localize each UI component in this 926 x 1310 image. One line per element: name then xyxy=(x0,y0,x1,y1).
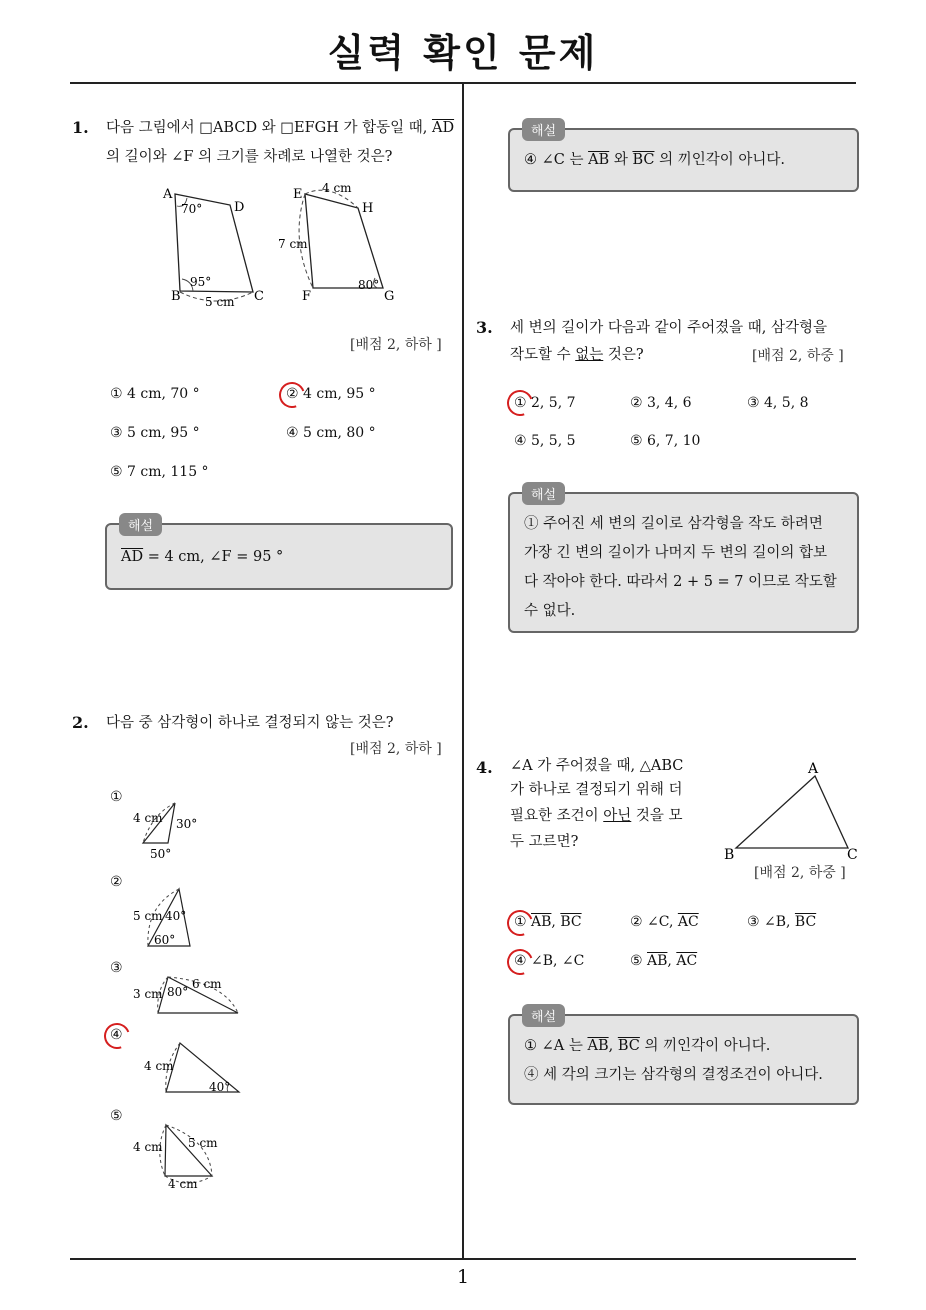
q2-opt2-angle-top: 40° xyxy=(165,909,187,923)
q4-meta: [배점 2, 하중 ] xyxy=(754,865,846,881)
q2-option-2-figure xyxy=(128,884,218,954)
q2-solution-text: ④ ∠C 는 $\overline{AB}$ 와 $\overline{BC}$ 의 끼인각이 아니다. xyxy=(524,152,785,168)
q1-figure xyxy=(150,178,410,313)
q3-solution-line1: ① 주어진 세 변의 길이로 삼각형을 작도 하려면 xyxy=(524,516,823,532)
q1-solution-tag: 해설 xyxy=(119,513,162,536)
q2-option-4-marker[interactable]: ④ xyxy=(110,1027,123,1043)
label-e: E xyxy=(293,187,303,202)
q1-option-2[interactable]: ② 4 cm, 95 ° xyxy=(286,386,376,402)
q3-text-line2: 작도할 수 없는 것은? xyxy=(510,347,644,363)
q4-triangle-figure xyxy=(720,758,865,868)
page-title: 실력 확인 문제 xyxy=(327,31,599,75)
q3-text-line1: 세 변의 길이가 다음과 같이 주어졌을 때, 삼각형을 xyxy=(510,320,828,336)
q2-option-3-figure xyxy=(128,970,248,1020)
label-angle-a: 70° xyxy=(181,202,203,216)
label-a: A xyxy=(808,761,819,777)
q1-meta: [배점 2, 하하 ] xyxy=(350,337,442,353)
q4-solution-box xyxy=(508,1010,859,1105)
q3-option-1[interactable]: ① 2, 5, 7 xyxy=(514,395,576,411)
q4-option-3[interactable]: ③ ∠B, $\overline{BC}$ xyxy=(747,914,817,930)
q1-text-line2: 의 길이와 ∠F 의 크기를 차례로 나열한 것은? xyxy=(106,149,393,165)
answer-mark-circle xyxy=(275,378,310,413)
label-b: B xyxy=(724,847,735,863)
q2-opt4-angle: 40° xyxy=(209,1080,231,1094)
q3-solution-box xyxy=(508,488,859,633)
label-g: G xyxy=(384,289,395,304)
q2-number: 2. xyxy=(72,713,89,732)
triangle-abc xyxy=(736,776,848,848)
q3-solution-tag: 해설 xyxy=(522,482,565,505)
label-c: C xyxy=(847,847,858,863)
q2-opt5-side-left: 4 cm xyxy=(133,1140,163,1154)
answer-mark-circle xyxy=(503,945,538,980)
q4-option-1[interactable]: ① $\overline{AB}$, $\overline{BC}$ xyxy=(514,914,582,930)
q2-opt1-angle-bottom: 50° xyxy=(150,847,172,861)
label-c: C xyxy=(254,289,264,304)
q2-solution-box xyxy=(508,124,859,192)
answer-mark-circle xyxy=(503,386,538,421)
label-ef: 7 cm xyxy=(278,237,308,251)
q1-option-3[interactable]: ③ 5 cm, 95 ° xyxy=(110,425,200,441)
q2-option-1-marker[interactable]: ① xyxy=(110,789,123,805)
q2-meta: [배점 2, 하하 ] xyxy=(350,741,442,757)
q2-option-1-figure xyxy=(128,798,218,864)
q3-solution-line3: 다 작아야 한다. 따라서 2 + 5 = 7 이므로 작도할 xyxy=(524,574,837,590)
q2-option-2-marker[interactable]: ② xyxy=(110,874,123,890)
q2-option-5-figure xyxy=(128,1116,248,1196)
q2-opt1-side: 4 cm xyxy=(133,811,163,825)
q2-option-5-marker[interactable]: ⑤ xyxy=(110,1108,123,1124)
label-angle-g: 80° xyxy=(358,278,380,292)
q4-option-2[interactable]: ② ∠C, $\overline{AC}$ xyxy=(630,914,699,930)
label-a: A xyxy=(163,187,173,202)
q2-opt4-side: 4 cm xyxy=(144,1059,174,1073)
q1-solution-text: $\overline{AD} = 4$ cm, ∠F = 95 ° xyxy=(121,549,284,565)
q2-opt3-angle: 80° xyxy=(167,985,189,999)
label-angle-b: 95° xyxy=(190,275,212,289)
q2-option-4-figure xyxy=(128,1036,248,1098)
label-eh: 4 cm xyxy=(322,181,352,195)
bottom-rule xyxy=(70,1258,856,1260)
q2-solution-tag: 해설 xyxy=(522,118,565,141)
q3-solution-line4: 수 없다. xyxy=(524,603,576,619)
q1-text-line1: 다음 그림에서 □ABCD 와 □EFGH 가 합동일 때, $\overline{AD}$ xyxy=(106,120,455,136)
q3-meta: [배점 2, 하중 ] xyxy=(752,348,844,364)
q2-opt5-side-bottom: 4 cm xyxy=(168,1177,198,1191)
q4-text-line2: 가 하나로 결정되기 위해 더 xyxy=(510,782,683,798)
q4-text-line1: ∠A 가 주어졌을 때, △ABC xyxy=(510,758,684,774)
q2-opt2-side: 5 cm xyxy=(133,909,163,923)
q4-text-line4: 두 고르면? xyxy=(510,834,579,850)
q4-number: 4. xyxy=(476,758,493,777)
q3-option-5[interactable]: ⑤ 6, 7, 10 xyxy=(630,433,701,449)
label-f: F xyxy=(302,289,312,304)
column-divider xyxy=(462,84,464,1259)
q2-opt5-side-right: 5 cm xyxy=(188,1136,218,1150)
q2-opt3-side-right: 6 cm xyxy=(192,977,222,991)
label-h: H xyxy=(362,201,374,216)
label-b: B xyxy=(171,289,181,304)
q1-option-4[interactable]: ④ 5 cm, 80 ° xyxy=(286,425,376,441)
q2-option-3-marker[interactable]: ③ xyxy=(110,960,123,976)
q4-solution-tag: 해설 xyxy=(522,1004,565,1027)
q3-solution-line2: 가장 긴 변의 길이가 나머지 두 변의 길이의 합보 xyxy=(524,545,828,561)
q4-option-5[interactable]: ⑤ $\overline{AB}$, $\overline{AC}$ xyxy=(630,953,698,969)
answer-mark-circle xyxy=(503,906,538,941)
q1-solution-box xyxy=(105,519,453,590)
q4-text-line3: 필요한 조건이 아닌 것을 모 xyxy=(510,808,683,824)
q3-option-2[interactable]: ② 3, 4, 6 xyxy=(630,395,692,411)
q3-number: 3. xyxy=(476,318,493,337)
q2-opt2-angle-bottom: 60° xyxy=(154,933,176,947)
q4-solution-line2: ④ 세 각의 크기는 삼각형의 결정조건이 아니다. xyxy=(524,1067,823,1083)
label-bc: 5 cm xyxy=(205,295,235,309)
q2-opt1-angle-top: 30° xyxy=(176,817,198,831)
q1-number: 1. xyxy=(72,118,89,137)
q4-solution-line1: ① ∠A 는 $\overline{AB}$, $\overline{BC}$ 의 끼인각이 아니다. xyxy=(524,1038,771,1054)
q2-text: 다음 중 삼각형이 하나로 결정되지 않는 것은? xyxy=(106,715,394,731)
q1-option-1[interactable]: ① 4 cm, 70 ° xyxy=(110,386,200,402)
q3-option-4[interactable]: ④ 5, 5, 5 xyxy=(514,433,576,449)
q3-option-3[interactable]: ③ 4, 5, 8 xyxy=(747,395,809,411)
label-d: D xyxy=(234,200,245,215)
q4-option-4[interactable]: ④ ∠B, ∠C xyxy=(514,953,585,969)
q1-option-5[interactable]: ⑤ 7 cm, 115 ° xyxy=(110,464,209,480)
page-number: 1 xyxy=(456,1266,470,1288)
q2-opt3-side-left: 3 cm xyxy=(133,987,163,1001)
